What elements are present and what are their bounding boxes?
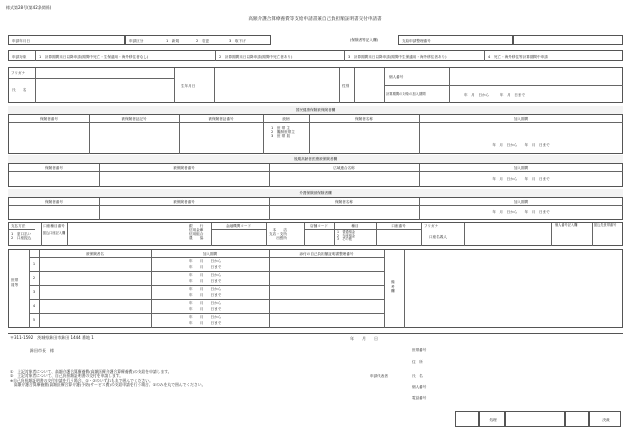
family-col-name: 被保険者名	[86, 252, 104, 256]
koki-union-name-input[interactable]	[270, 172, 418, 186]
family-name-input[interactable]	[40, 272, 150, 284]
family-join-to: 年 月 日まで	[189, 265, 222, 269]
kaigo-insurer-no-input[interactable]	[10, 206, 98, 219]
family-join-to: 年 月 日まで	[189, 307, 222, 311]
insurer-note: (保険者等記入欄)	[350, 38, 378, 42]
kokuho-relation-options	[271, 126, 295, 138]
family-join-from: 年 月 日から	[189, 286, 222, 291]
note-3: ※自己負担額証明書の交付申請を行う場合、①・②のいずれも丸で囲んでください。	[10, 377, 153, 383]
reception-number-field[interactable]	[8, 35, 125, 45]
category-withdraw[interactable]: 3 取下げ	[229, 39, 246, 43]
branch-code-label: 店舗コード	[310, 224, 328, 228]
koki-col-join: 加入期間	[513, 166, 529, 170]
koki-section-header	[8, 155, 623, 163]
family-col-cert: 添付の自己負担額証明書整理番号	[299, 252, 354, 256]
application-notes	[10, 370, 205, 387]
family-name-input[interactable]	[40, 314, 150, 327]
pay-counter[interactable]: 1 窓口払い	[11, 232, 32, 236]
form-number: 様式第28号(第42条関係)	[6, 5, 52, 10]
family-cert-input[interactable]	[270, 258, 383, 270]
family-row-no: 1	[32, 262, 36, 266]
kokuho-col-card-mark: 被保険者証記号	[121, 117, 147, 121]
family-col-join: 加入期間	[202, 252, 218, 256]
family-cert-input[interactable]	[270, 300, 383, 312]
stamp-processing-label: 処理	[489, 418, 497, 422]
name-input[interactable]	[36, 80, 173, 102]
branch-code-input[interactable]	[305, 230, 333, 245]
rep-tel-label: 電話番号	[412, 396, 427, 400]
deposit-other[interactable]: 3 その他	[337, 237, 352, 242]
kaigo-col-card-no: 被保険者番号	[173, 200, 195, 204]
rep-tel-input[interactable]	[440, 392, 622, 402]
note-1: ① 上記対象者について、高額介護合算療養費(高額医療介護合算療養費)の支給を申請します。	[10, 369, 172, 374]
household-number-label: 世帯番号	[412, 348, 427, 352]
branch-type-options	[267, 228, 287, 240]
koki-col-insurer-no: 保険者番号	[45, 166, 63, 170]
remark-input[interactable]	[405, 251, 623, 327]
kokuho-join-value: 年 月 日から 年 月 日まで	[492, 143, 550, 147]
kokuho-section-title: 国民健康保険被保険者欄	[295, 108, 336, 112]
birthdate-label: 生年月日	[181, 84, 196, 88]
kokuho-card-mark-input[interactable]	[90, 123, 178, 153]
payee-field-label: 個人番号記入欄	[555, 223, 578, 227]
family-row-no: 2	[32, 276, 36, 280]
family-join-from: 年 月 日から	[189, 300, 222, 305]
deposit-checking[interactable]: 2 当座預金	[337, 233, 355, 238]
payment-method-label: 支払方法	[11, 224, 26, 228]
inst-kumiai[interactable]: 信用組合	[189, 232, 204, 237]
deposit-type-label: 種目	[351, 224, 359, 228]
inst-shinkin[interactable]: 信用金庫	[189, 228, 204, 233]
kaigo-card-no-input[interactable]	[100, 206, 268, 219]
family-cert-input[interactable]	[270, 272, 383, 284]
family-row-no: 4	[32, 304, 36, 308]
rep-personal-number-label: 個人番号	[412, 385, 427, 389]
furigana-label: フリガナ	[11, 71, 26, 75]
family-join-from: 年 月 日から	[189, 258, 222, 263]
recipient: 鉾田市長 様	[30, 348, 54, 353]
stamp-approval-label: 決裁	[602, 418, 610, 422]
kaigo-col-insurer-name: 保険者名称	[335, 200, 353, 204]
period-coverage-label: 計算期間の対象の加入期間	[386, 92, 426, 96]
family-join-from: 年 月 日から	[189, 314, 222, 319]
gender-input[interactable]	[355, 69, 380, 102]
kaigo-section-title: 介護保険被保険者欄	[299, 191, 332, 195]
category-label: 申請区分	[129, 39, 144, 43]
furigana-input[interactable]	[36, 69, 173, 77]
stamp-box	[565, 411, 589, 427]
family-cert-input[interactable]	[270, 286, 383, 298]
account-type-sub: 振込口座記入欄	[42, 231, 66, 235]
koki-section-title: 後期高齢者医療被保険者欄	[293, 157, 338, 161]
koki-col-union-name: 広域連合名称	[333, 166, 355, 170]
family-side-label: 世帯員等	[11, 278, 19, 287]
reception-number-label: 申請年月日	[12, 39, 30, 43]
personal-number-label: 個人番号	[389, 75, 404, 79]
note-4: 高額介護合算療養費(高額医療合算介護(予防)サービス費)の支給申請を行う場合、①のみを丸で囲んでください。	[10, 382, 206, 388]
kokuho-col-insurer-name: 保険者名称	[355, 117, 373, 121]
kokuho-col-join: 加入期間	[513, 117, 529, 121]
kaigo-section-header	[8, 189, 623, 197]
rep-personal-number-input[interactable]	[440, 381, 622, 391]
period-label: 申請対象	[12, 54, 27, 59]
bank-code-input[interactable]	[212, 230, 265, 245]
family-row-no: 3	[32, 290, 36, 294]
account-number-input[interactable]	[377, 230, 420, 245]
application-date: 年 月 日	[350, 336, 378, 341]
relation-pseudo-head[interactable]: 2 擬制世帯主	[271, 130, 295, 135]
kaigo-col-insurer-no: 保険者番号	[45, 200, 63, 204]
koki-col-card-no: 被保険者番号	[173, 166, 195, 170]
family-name-input[interactable]	[40, 286, 150, 298]
stamp-processing	[479, 411, 505, 427]
rep-name-label: 氏 名	[412, 374, 423, 378]
holder-kana-label: フリガナ	[424, 224, 439, 228]
note-2: ② 上記対象者について、自己負担額証明書の交付を申請します。	[10, 373, 124, 379]
kokuho-col-insurer-no: 保険者番号	[40, 117, 58, 121]
holder-label: 口座名義人	[429, 235, 447, 239]
kokuho-col-relation: 続柄	[282, 117, 290, 121]
deposit-ordinary[interactable]: 1 普通預金	[337, 230, 355, 234]
branch-branch[interactable]: 支店・支所	[269, 232, 287, 237]
period-option-1[interactable]: 1 計算期間末日以降申請(期間中死亡・生保適用・海外移住者なし)	[39, 54, 149, 59]
account-type-label: 口座種目番号	[43, 224, 65, 228]
remark-label: 備考欄	[391, 280, 395, 294]
stamp-box	[505, 411, 565, 427]
kokuho-table	[8, 114, 623, 154]
payee-number-input[interactable]	[513, 35, 623, 45]
period-option-4[interactable]: 4 死亡・海外移住等計算期間中申請	[488, 54, 548, 59]
bank-name-input[interactable]	[68, 224, 186, 245]
office-address: 〒311-1592 茨城県鉾田市鉾田 1444 番地 1	[10, 335, 94, 340]
family-row-no: 5	[32, 318, 36, 322]
period-coverage-value: 年 月 日から 年 月 日まで	[464, 93, 526, 97]
personal-number-input[interactable]	[450, 69, 622, 84]
payment-block	[8, 222, 623, 246]
family-name-input[interactable]	[40, 300, 150, 312]
koki-join-value: 年 月 日から 年 月 日まで	[492, 177, 550, 181]
koki-card-no-input[interactable]	[100, 172, 268, 186]
gender-label: 性別	[342, 84, 350, 88]
holder-input[interactable]	[465, 224, 550, 245]
account-number-label: 口座番号	[391, 224, 406, 228]
period-row	[8, 50, 623, 61]
inst-bank[interactable]: 銀 行	[189, 224, 204, 228]
address-input[interactable]	[432, 355, 622, 365]
payee-number-label: 支給申請整理番号	[402, 39, 431, 43]
pay-transfer[interactable]: 2 口座振込	[11, 236, 32, 241]
family-cert-input[interactable]	[270, 314, 383, 327]
kokuho-section-header	[8, 106, 623, 114]
birthdate-input[interactable]	[215, 69, 315, 102]
deposit-type-options	[337, 231, 355, 242]
bank-code-label: 金融機関コード	[225, 224, 252, 228]
kaigo-table	[8, 197, 623, 220]
application-category	[125, 35, 271, 45]
kaigo-insurer-name-input[interactable]	[270, 206, 418, 219]
family-number-label: 振込先世帯番号	[594, 223, 617, 227]
category-change[interactable]: 2 変更	[196, 39, 210, 43]
branch-head[interactable]: 本 店	[272, 228, 287, 232]
inst-noukyou[interactable]: 農 協	[189, 236, 204, 241]
form-title: 高額介護合算療養費等支給申請書兼自己負担額証明書交付申請書	[248, 17, 382, 22]
kokuho-col-card-no: 被保険者証番号	[208, 117, 234, 121]
koki-table	[8, 163, 623, 187]
institution-type-options	[189, 224, 203, 241]
family-join-to: 年 月 日まで	[189, 321, 222, 325]
relation-member[interactable]: 3 世 帯 員	[271, 134, 290, 139]
address-label: 住 所	[412, 360, 423, 364]
payment-method-options	[11, 232, 31, 240]
period-option-2[interactable]: 2 計算期間末日以降申請(期間中死亡者あり)	[219, 54, 293, 59]
rep-name-input[interactable]	[432, 370, 622, 380]
family-join-to: 年 月 日まで	[189, 279, 222, 283]
family-join-from: 年 月 日から	[189, 272, 222, 277]
applicant-rep-label: 申請代表者	[370, 374, 388, 378]
kokuho-insurer-no-input[interactable]	[10, 123, 88, 153]
kokuho-insurer-name-input[interactable]	[310, 123, 418, 153]
relation-head[interactable]: 1 世 帯 主	[271, 126, 290, 130]
family-join-to: 年 月 日まで	[189, 293, 222, 297]
branch-office[interactable]: 出張所	[276, 236, 287, 241]
koki-insurer-no-input[interactable]	[10, 172, 98, 186]
period-option-3[interactable]: 3 計算期間末日以降申請(期間中生保適用・海外移住者あり)	[348, 54, 447, 59]
name-label: 氏 名	[12, 88, 27, 92]
stamp-approval	[589, 411, 621, 427]
family-table	[8, 249, 623, 328]
kokuho-card-no-input[interactable]	[180, 123, 262, 153]
category-new[interactable]: 1 新規	[166, 39, 180, 43]
family-name-input[interactable]	[40, 258, 150, 270]
stamp-box	[455, 411, 479, 427]
applicant-block	[8, 67, 623, 103]
payee-number-field[interactable]	[398, 35, 513, 45]
kaigo-join-value: 年 月 日から 年 月 日まで	[492, 210, 550, 214]
kaigo-col-join: 加入期間	[513, 200, 529, 204]
